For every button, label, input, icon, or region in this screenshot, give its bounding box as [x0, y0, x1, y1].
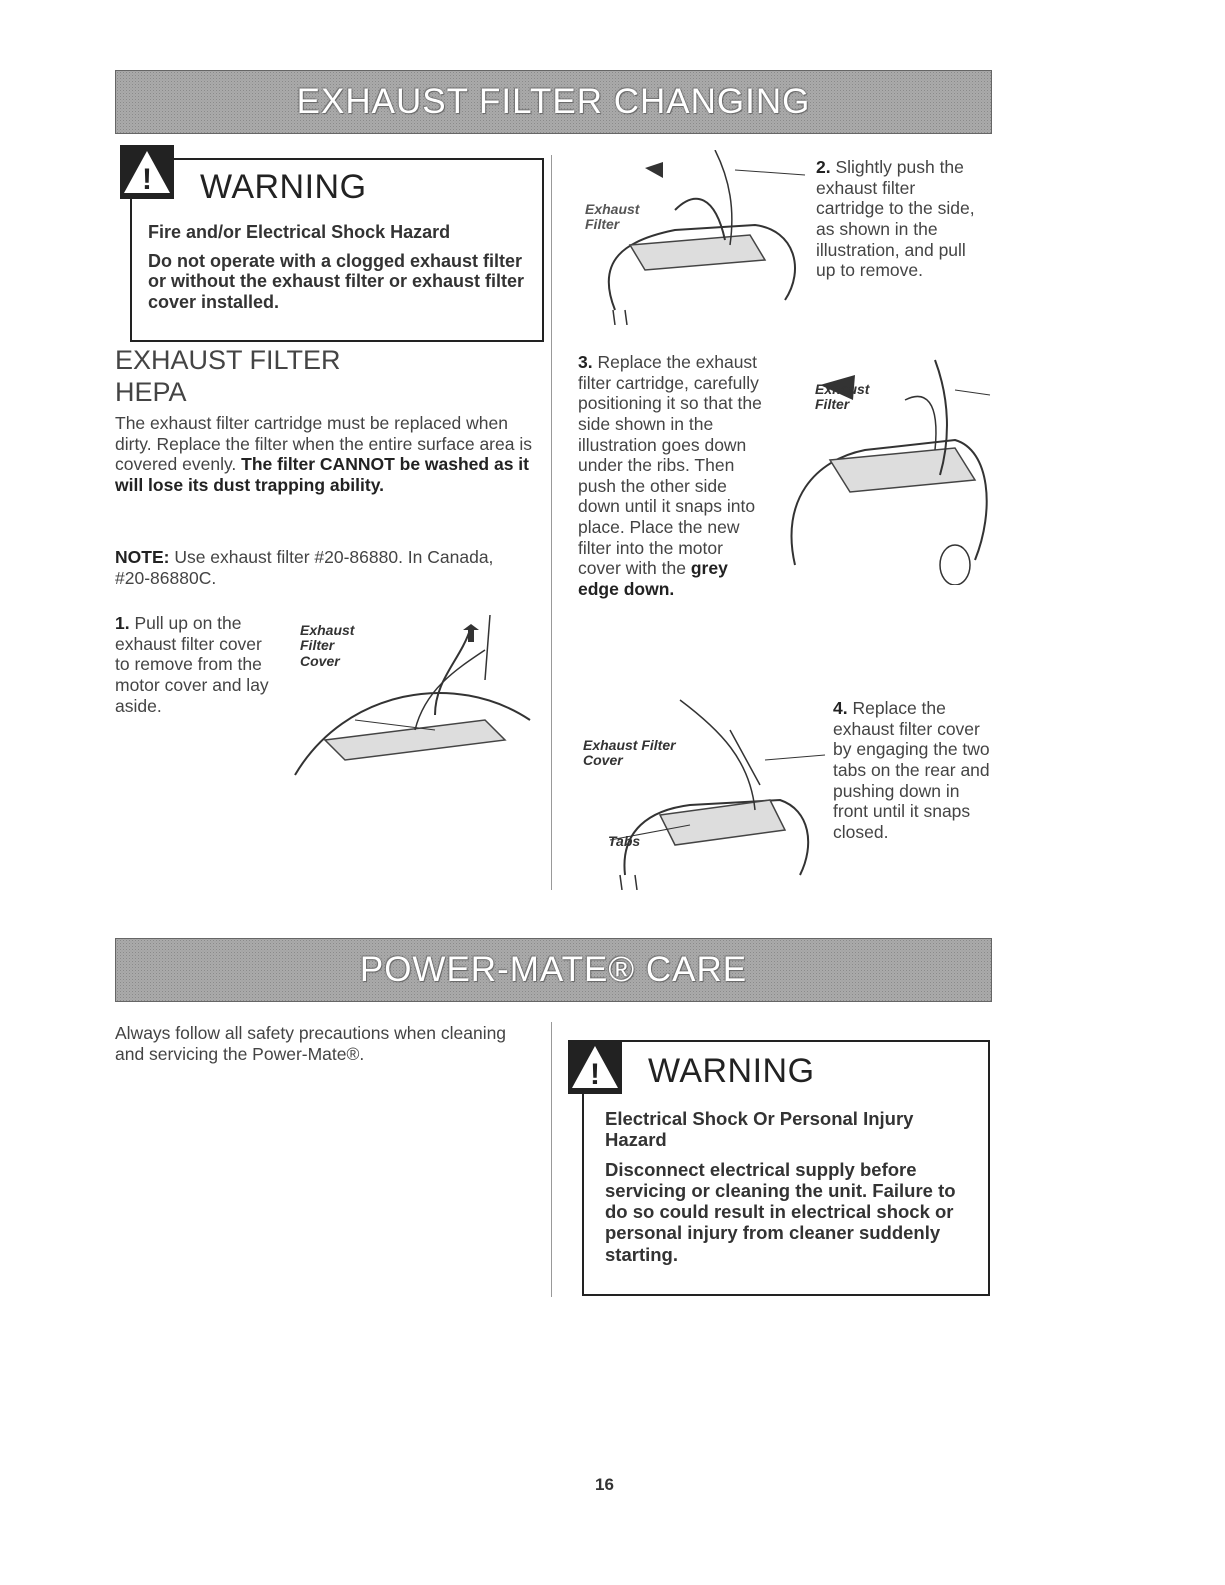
column-divider-2 [551, 1022, 552, 1297]
warning-text-2 [605, 1108, 970, 1273]
section-banner-power-mate [115, 938, 992, 1002]
heading-hepa: HEPA [115, 376, 187, 407]
illustration-step-2 [555, 150, 820, 325]
illustration-step-1 [285, 610, 535, 800]
label-exhaust-filter-2: Exhaust Filter [815, 381, 870, 413]
label-tabs: Tabs [608, 833, 641, 849]
intro-paragraph [115, 413, 540, 496]
step-number: 2. [816, 157, 831, 177]
label-exhaust-filter-cover: Exhaust Filter Cover [300, 622, 355, 669]
step-number: 4. [833, 698, 848, 718]
warning-instruction: Disconnect electrical supply before servicing or cleaning the unit. Failure to do so could result in electrical shock or personal injury from cleaner suddenly starting. [605, 1158, 956, 1265]
illustration-step-4 [580, 690, 830, 890]
intro-bold-text: The filter CANNOT be washed as it will lose its dust trapping ability. [115, 454, 529, 495]
step-2 [816, 157, 986, 281]
svg-text:!: ! [142, 163, 152, 196]
warning-heading: WARNING [648, 1052, 815, 1090]
column-divider [551, 155, 552, 890]
warning-icon [568, 1040, 622, 1094]
warning-icon [120, 145, 174, 199]
step-3-column [578, 352, 763, 600]
step-4 [833, 698, 993, 842]
note-text: Use exhaust filter #20-86880. In Canada, #20-86880C. [115, 547, 494, 588]
step-text: Pull up on the exhaust filter cover to remove from the motor cover and lay aside. [115, 613, 269, 716]
note-label: NOTE: [115, 547, 170, 567]
step-number: 1. [115, 613, 130, 633]
svg-text:!: ! [590, 1058, 600, 1091]
note-paragraph [115, 547, 525, 588]
step-text: Replace the exhaust filter cartridge, carefully positioning it so that the side shown in the illustration goes down under the ribs. Then push the other side down until it snaps into place. Place the new filter into the motor cover with the [578, 352, 762, 579]
warning-hazard: Electrical Shock Or Personal Injury Hazard [605, 1108, 914, 1151]
step-text: Replace the exhaust filter cover by engaging the two tabs on the rear and pushing down in front until it snaps closed. [833, 698, 990, 842]
intro-text: The exhaust filter cartridge must be replaced when dirty. Replace the filter when the entire surface area is covered evenly. [115, 413, 532, 475]
page-number: 16 [595, 1475, 614, 1494]
step-text: Slightly push the exhaust filter cartridge to the side, as shown in the illustration, and pull up to remove. [816, 157, 975, 281]
heading-exhaust-filter: EXHAUST FILTER [115, 345, 341, 375]
power-mate-intro: Always follow all safety precautions when cleaning and servicing the Power-Mate®. [115, 1023, 507, 1064]
label-exhaust-filter-cover-2: Exhaust Filter Cover [583, 737, 676, 769]
label-exhaust-filter: Exhaust Filter [585, 201, 640, 233]
warning-instruction: Do not operate with a clogged exhaust filter or without the exhaust filter or exhaust filter cover installed. [148, 250, 525, 313]
step-number: 3. [578, 352, 593, 372]
step-1 [115, 613, 275, 716]
warning-hazard: Fire and/or Electrical Shock Hazard [148, 222, 451, 242]
step-bold-text: grey edge down. [578, 558, 728, 600]
section-banner-exhaust-filter [115, 70, 992, 134]
banner-title: EXHAUST FILTER CHANGING [296, 82, 811, 121]
warning-text [148, 222, 533, 321]
warning-heading: WARNING [200, 168, 367, 206]
banner-title: POWER-MATE® CARE [359, 950, 748, 989]
section-heading [115, 345, 341, 409]
illustration-step-3 [775, 340, 995, 585]
